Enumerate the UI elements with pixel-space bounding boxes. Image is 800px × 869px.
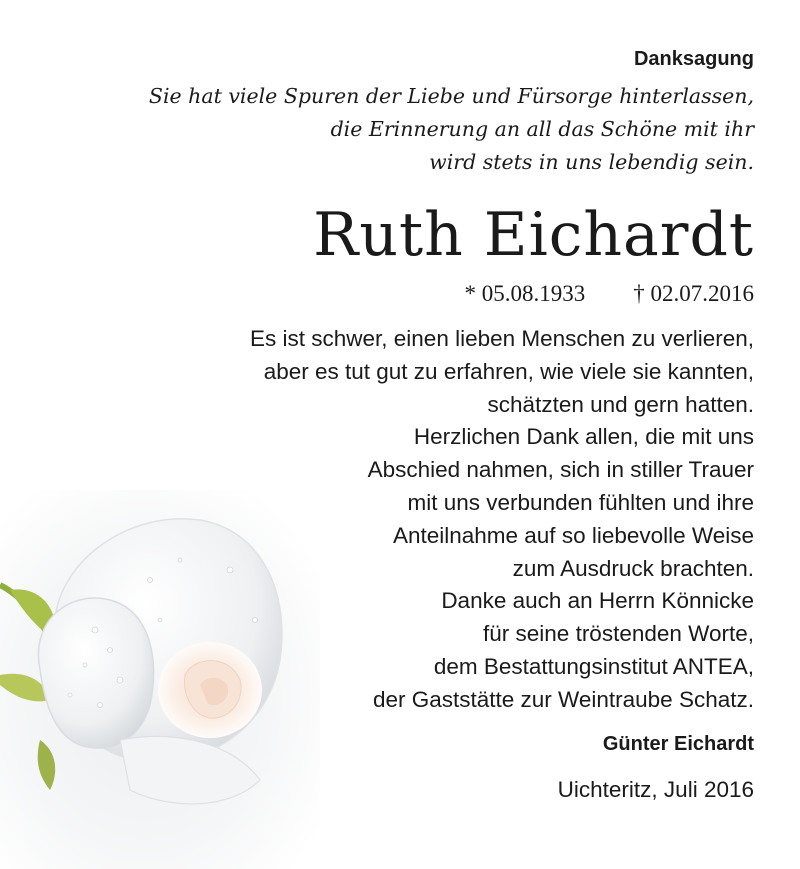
message-line: Es ist schwer, einen lieben Menschen zu verlieren, [249, 326, 754, 351]
message-line: mit uns verbunden fühlten und ihre [407, 489, 754, 515]
message-line: Abschied nahmen, sich in stiller Trauer [367, 457, 754, 483]
verse-line: die Erinnerung an all das Schöne mit ihr [330, 117, 754, 141]
thank-you-message [20, 323, 754, 717]
heading: Danksagung [633, 48, 754, 70]
verse-line: wird stets in uns lebendig sein. [429, 150, 754, 174]
life-dates [20, 279, 754, 309]
notice-text [20, 44, 754, 805]
deceased-name: Ruth Eichardt [313, 200, 754, 270]
death-date: † 02.07.2016 [633, 281, 754, 306]
message-line: dem Bestattungsinstitut ANTEA, [433, 653, 754, 679]
message-line: für seine tröstenden Worte, [483, 621, 754, 647]
verse-line: Sie hat viele Spuren der Liebe und Fürsorge hinterlassen, [148, 84, 754, 108]
message-line: Anteilnahme auf so liebevolle Weise [392, 522, 754, 548]
place-and-date: Uichteritz, Juli 2016 [557, 776, 754, 802]
message-line: Danke auch an Herrn Könnicke [441, 588, 754, 614]
message-line: Herzlichen Dank allen, die mit uns [413, 424, 754, 450]
signer-name: Günter Eichardt [602, 732, 754, 755]
message-line: aber es tut gut zu erfahren, wie viele sie kannten, [263, 358, 754, 384]
message-line: der Gaststätte zur Weintraube Schatz. [372, 686, 754, 712]
message-line: schätzten und gern hatten. [487, 391, 754, 417]
message-line: zum Ausdruck brachten. [512, 555, 754, 581]
birth-date: * 05.08.1933 [464, 281, 586, 306]
verse [20, 80, 754, 179]
